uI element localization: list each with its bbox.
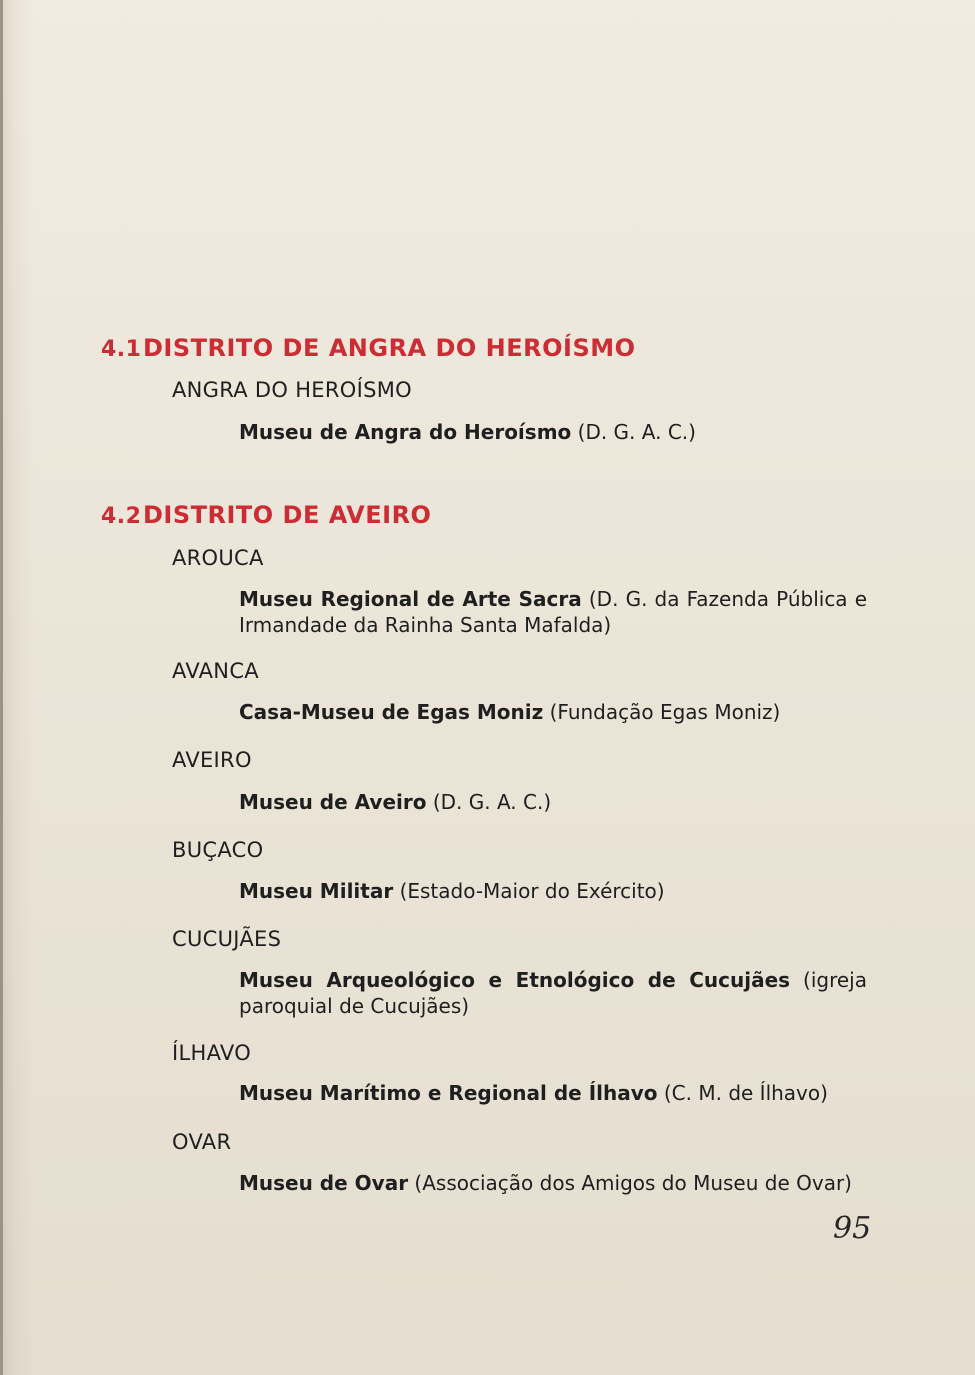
museum-entry [239,699,867,725]
museum-owner: (D. G. A. C.) [577,420,696,444]
museum-entry [239,1170,867,1196]
museum-name: Museu Militar [239,879,394,903]
locality-angra-do-heroismo: ANGRA DO HEROÍSMO [172,378,412,402]
locality-cucujaes: CUCUJÃES [172,927,282,951]
locality-ilhavo: ÍLHAVO [172,1041,252,1065]
museum-owner: (igreja paroquial de Cucujães) [239,968,867,1018]
page-number: 95 [833,1211,872,1246]
museum-name: Museu de Ovar [239,1171,409,1195]
museum-owner: (C. M. de Ílhavo) [663,1081,828,1105]
museum-entry [239,967,867,1019]
locality-bucaco: BUÇACO [172,838,264,862]
district-heading-angra [101,336,636,361]
museum-name: Museu Regional de Arte Sacra [239,587,582,611]
museum-entry [239,1080,867,1106]
museum-name: Casa-Museu de Egas Moniz [239,700,544,724]
museum-name: Museu Marítimo e Regional de Ílhavo [239,1081,658,1105]
museum-owner: (Associação dos Amigos do Museu de Ovar) [414,1171,852,1195]
museum-owner: (D. G. da Fazenda Pública e Irmandade da Rainha Santa Mafalda) [239,587,867,637]
district-heading-aveiro [101,503,431,528]
locality-aveiro: AVEIRO [172,748,252,772]
district-number: 4.1 [101,337,142,362]
locality-arouca: AROUCA [172,546,264,570]
page-binding-edge [0,0,3,1375]
museum-entry [239,789,867,815]
locality-ovar: OVAR [172,1130,232,1154]
museum-name: Museu de Angra do Heroísmo [239,420,572,444]
museum-name: Museu de Aveiro [239,790,427,814]
museum-owner: (Fundação Egas Moniz) [549,700,781,724]
district-number: 4.2 [101,504,142,529]
museum-entry [239,878,867,904]
museum-owner: (Estado-Maior do Exército) [399,879,665,903]
locality-avanca: AVANCA [172,659,259,683]
museum-name: Museu Arqueológico e Etnológico de Cucujães [239,968,791,992]
district-title: DISTRITO DE ANGRA DO HEROÍSMO [143,334,636,362]
district-title: DISTRITO DE AVEIRO [143,501,432,529]
museum-entry [239,419,867,445]
museum-owner: (D. G. A. C.) [432,790,552,814]
museum-entry [239,586,867,638]
